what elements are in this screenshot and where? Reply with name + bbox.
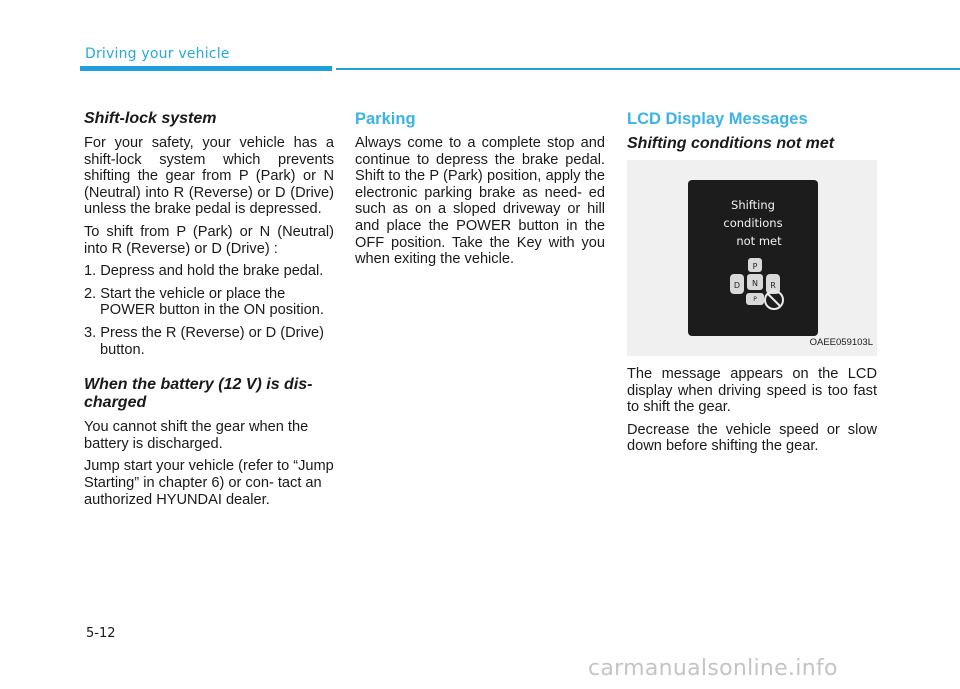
lcd-line-3: not met <box>736 234 782 248</box>
battery-paragraph-2: Jump start your vehicle (refer to “Jump Starting” in chapter 6) or con- tact an authorized HYUNDAI dealer. <box>84 458 334 508</box>
watermark: carmanualsonline.info <box>588 656 838 681</box>
lcd-screen <box>688 180 818 336</box>
shift-button-prohibited-icon <box>726 256 786 312</box>
lcd-messages-heading: LCD Display Messages <box>627 110 808 128</box>
gear-p-label: P <box>752 262 758 271</box>
lcd-line-1: Shifting <box>731 198 775 212</box>
parking-heading: Parking <box>355 110 416 128</box>
lcd-paragraph-2: Decrease the vehicle speed or slow down before shifting the gear. <box>627 421 877 455</box>
gear-r-label: R <box>770 281 776 290</box>
lcd-message <box>688 196 818 250</box>
column-middle <box>355 110 605 274</box>
gear-d-label: D <box>733 281 741 290</box>
shift-lock-heading: Shift-lock system <box>84 110 217 127</box>
page-number: 5-12 <box>86 626 116 641</box>
step-1: 1. Depress and hold the brake pedal. <box>84 263 324 280</box>
lcd-figure <box>627 160 877 356</box>
lcd-line-2: conditions <box>723 216 783 230</box>
shifting-conditions-heading: Shifting conditions not met <box>627 135 835 152</box>
column-right <box>627 110 877 461</box>
battery-discharged-heading: When the battery (12 V) is dis- charged <box>84 376 313 412</box>
shift-lock-paragraph: For your safety, your vehicle has a shift-lock system which prevents shifting the gear from P (Park) or N (Neutral) into R (Reverse) or D (Drive) unless the brake pedal is depressed. <box>84 135 334 218</box>
header-title: Driving your vehicle <box>85 46 230 62</box>
parking-paragraph: Always come to a complete stop and continue to depress the brake pedal. Shift to the P (Park) position, apply the electronic parking brake as need- ed such as on a sloped driveway or hill and place the POWER button in the OFF position. Take the Key with you when exiting the vehicle. <box>355 135 605 268</box>
shift-instructions-intro: To shift from P (Park) or N (Neutral) into R (Reverse) or D (Drive) : <box>84 223 334 257</box>
step-2: 2. Start the vehicle or place the POWER button in the ON position. <box>84 285 324 319</box>
figure-code: OAEE059103L <box>809 337 873 349</box>
column-left <box>84 110 334 514</box>
battery-paragraph-1: You cannot shift the gear when the battery is discharged. <box>84 419 309 452</box>
header-rule-thick <box>80 66 332 71</box>
gear-p-bottom-label: P <box>753 296 757 303</box>
lcd-paragraph-1: The message appears on the LCD display when driving speed is too fast to shift the gear. <box>627 366 877 416</box>
step-3: 3. Press the R (Reverse) or D (Drive) button. <box>84 324 325 358</box>
header-rule-thin <box>336 68 960 70</box>
gear-n-label: N <box>752 279 758 288</box>
